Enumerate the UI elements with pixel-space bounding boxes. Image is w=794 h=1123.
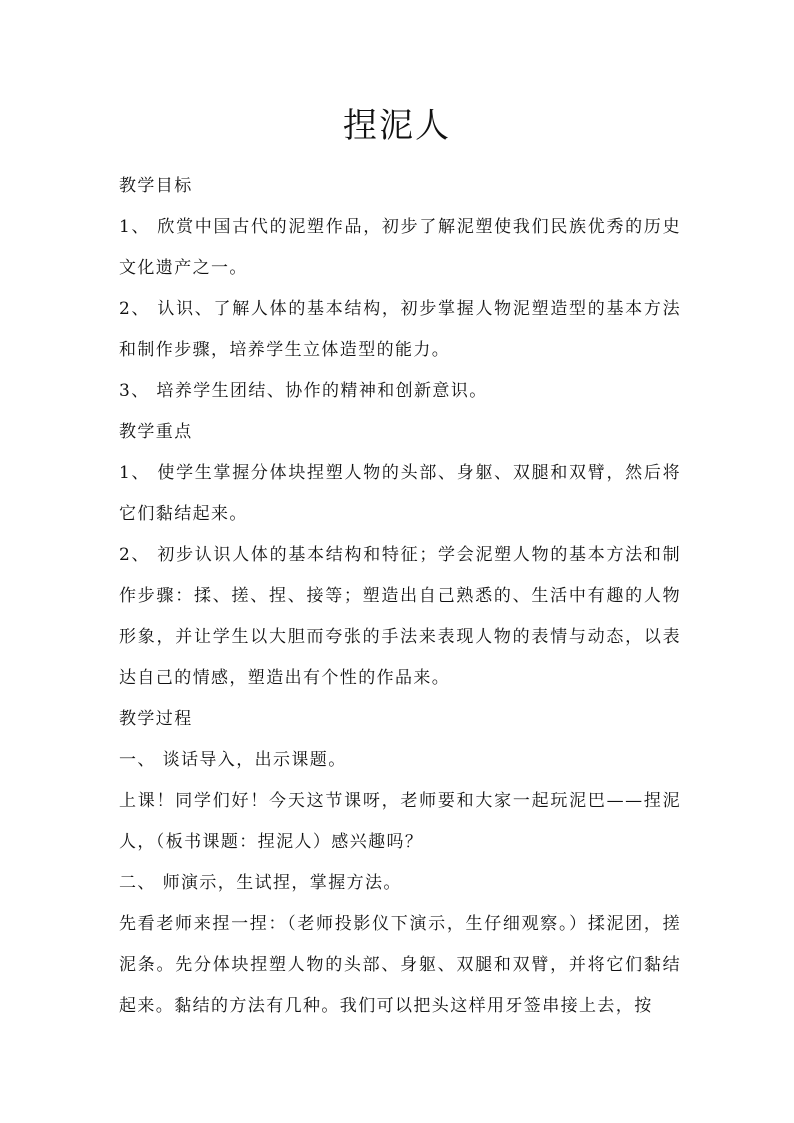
objective-item-1: 1、 欣赏中国古代的泥塑作品，初步了解泥塑使我们民族优秀的历史文化遗产之一。 <box>119 217 681 278</box>
section-heading-key-points: 教学重点 <box>119 422 193 442</box>
process-step-2-heading: 二、 师演示，生试捏，掌握方法。 <box>119 873 402 893</box>
page-title: 捏泥人 <box>343 106 451 146</box>
key-point-item-2: 2、 初步认识人体的基本结构和特征；学会泥塑人物的基本方法和制作步骤：揉、搓、捏、接等；塑造出自己熟悉的、生活中有趣的人物形象，并让学生以大胆而夸张的手法来表现人物的表情与动态，以表达自己的情感，塑造出有个性的作品来。 <box>119 545 681 688</box>
objective-item-2: 2、 认识、了解人体的基本结构，初步掌握人物泥塑造型的基本方法和制作步骤，培养学生立体造型的能力。 <box>119 299 681 360</box>
section-heading-objectives: 教学目标 <box>119 176 193 196</box>
process-step-2-text: 先看老师来捏一捏：（老师投影仪下演示，生仔细观察。）揉泥团，搓泥条。先分体块捏塑人物的头部、身躯、双腿和双臂，并将它们黏结起来。黏结的方法有几种。我们可以把头这样用牙签串接上去，按 <box>119 914 681 1016</box>
objective-item-3: 3、 培养学生团结、协作的精神和创新意识。 <box>119 381 488 401</box>
key-point-item-1: 1、 使学生掌握分体块捏塑人物的头部、身躯、双腿和双臂，然后将它们黏结起来。 <box>119 463 681 524</box>
section-heading-process: 教学过程 <box>119 709 193 729</box>
process-step-1-text: 上课！同学们好！今天这节课呀，老师要和大家一起玩泥巴——捏泥人，（板书课题：捏泥人）感兴趣吗？ <box>119 791 681 852</box>
process-step-1-heading: 一、 谈话导入，出示课题。 <box>119 750 347 770</box>
document-body <box>119 166 681 1027</box>
